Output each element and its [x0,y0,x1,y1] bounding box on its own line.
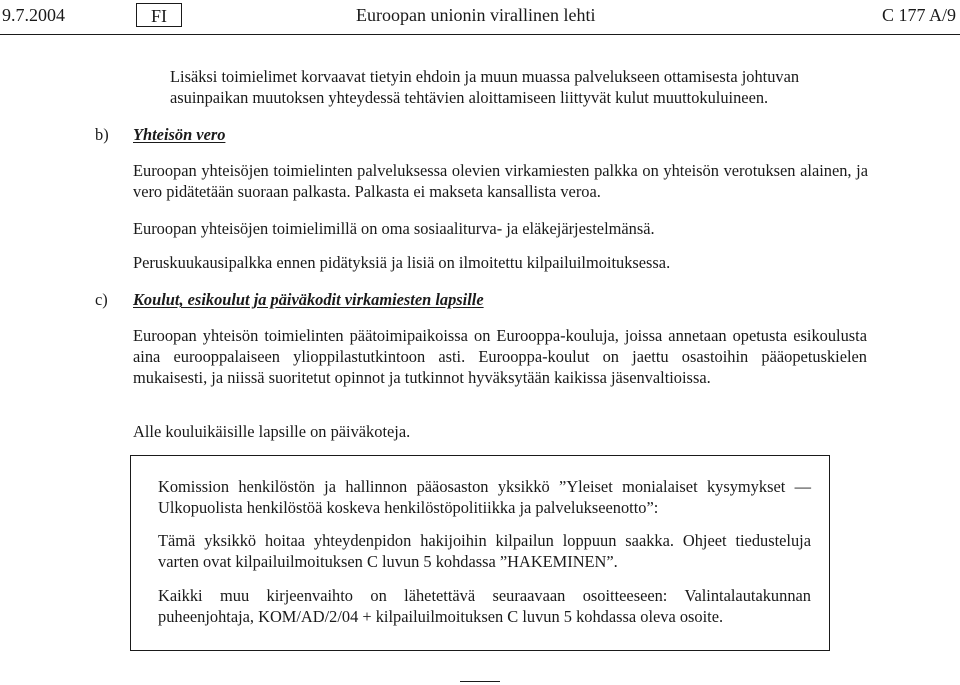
section-b-paragraph-1: Euroopan yhteisöjen toimielinten palveluksessa olevien virkamiesten palkka on yhteisön verotuksen alainen, ja vero pidätetään suoraan palkasta. Palkasta ei makseta kansallista veroa. [133,161,868,201]
issue-date: 9.7.2004 [2,5,65,25]
section-b-paragraph-2: Euroopan yhteisöjen toimielimillä on oma sosiaaliturva- ja eläkejärjestelmänsä. [133,219,655,238]
section-c-paragraph-2: Alle kouluikäisille lapsille on päiväkoteja. [133,422,411,441]
footer-rule [460,681,500,682]
language-badge: FI [136,3,182,27]
page-reference: C 177 A/9 [881,5,956,25]
section-c-paragraph-1: Euroopan yhteisön toimielinten päätoimipaikoissa on Eurooppa-kouluja, joissa annetaan opetusta esikoulusta aina eurooppalaiseen ylioppilastutkintoon asti. Eurooppa-koulut on jaettu osastoihin pääopetuskielen mukaisesti, ja niissä suoritetut opinnot ja tutkinnot hyväksytään kaikissa jäsenvaltioissa. [133,326,867,387]
section-b-title: Yhteisön vero [133,125,226,144]
intro-paragraph: Lisäksi toimielimet korvaavat tietyin ehdoin ja muun muassa palvelukseen ottamisesta johtuvan asuinpaikan muutoksen yhteydessä tehtävien aloittamiseen liittyvät kulut muuttokuluineen. [170,67,800,107]
section-b-paragraph-3: Peruskuukausipalkka ennen pidätyksiä ja lisiä on ilmoitettu kilpailuilmoituksessa. [133,253,671,272]
box-paragraph-3: Kaikki muu kirjeenvaihto on lähetettävä seuraavaan osoitteeseen: Valintalautakunnan puheenjohtaja, KOM/AD/2/04 + kilpailuilmoituksen C luvun 5 kohdassa oleva osoite. [158,586,811,626]
section-b-label: b) [95,125,109,144]
box-paragraph-1: Komission henkilöstön ja hallinnon pääosaston yksikkö ”Yleiset monialaiset kysymykset — Ulkopuolista henkilöstöä koskeva henkilöstöpolitiikka ja palvelukseenotto”: [158,477,811,517]
section-c-title: Koulut, esikoulut ja päiväkodit virkamiesten lapsille [133,290,484,309]
journal-title: Euroopan unionin virallinen lehti [356,5,596,25]
header-rule [0,34,960,35]
section-c-label: c) [95,290,108,309]
contact-info-box [130,455,830,651]
page-header [0,0,960,34]
box-paragraph-2: Tämä yksikkö hoitaa yhteydenpidon hakijoihin kilpailun loppuun saakka. Ohjeet tiedusteluja varten ovat kilpailuilmoituksen C luvun 5 kohdassa ”HAKEMINEN”. [158,531,811,571]
